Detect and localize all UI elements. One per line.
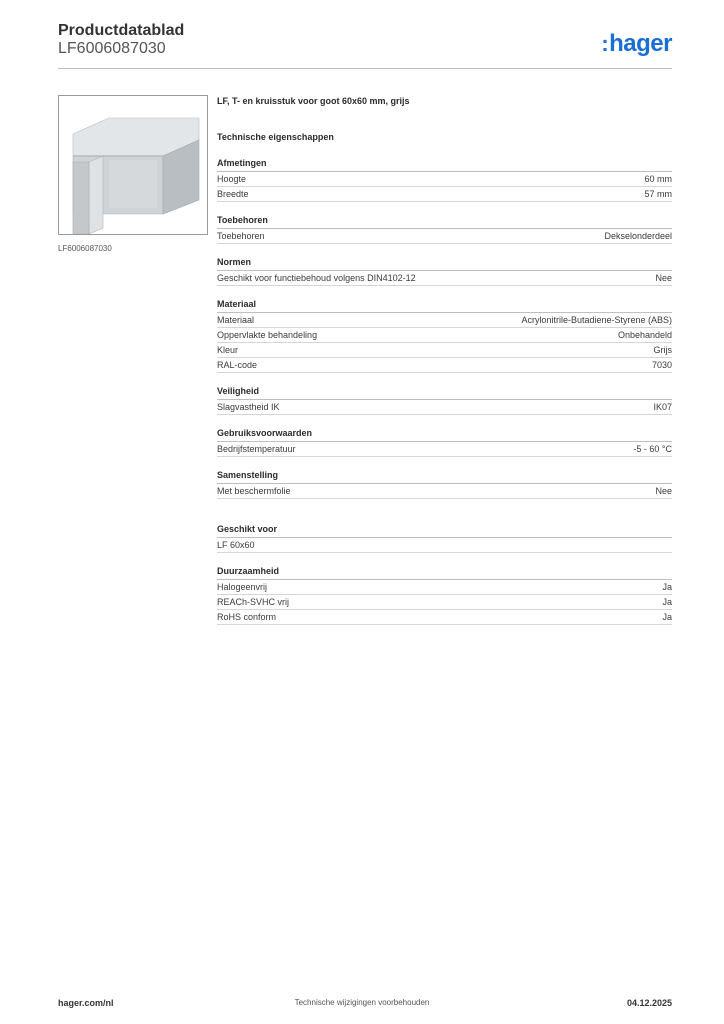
product-image <box>58 95 208 235</box>
group-title: Veiligheid <box>217 386 672 400</box>
spec-value: -5 - 60 °C <box>633 443 672 454</box>
spec-label: RoHS conform <box>217 611 277 622</box>
spec-row <box>217 313 672 328</box>
spec-group <box>217 428 672 457</box>
footer-notice: Technische wijzigingen voorbehouden <box>294 998 430 1007</box>
spec-value: Ja <box>662 581 672 592</box>
spec-group <box>217 566 672 625</box>
spec-group <box>217 215 672 244</box>
spec-row <box>217 172 672 187</box>
spec-value: IK07 <box>653 401 672 412</box>
spec-row <box>217 610 672 625</box>
spec-value: Nee <box>655 485 672 496</box>
spec-value: Ja <box>662 611 672 622</box>
footer-date: 04.12.2025 <box>626 998 672 1008</box>
spec-row <box>217 538 672 553</box>
spec-value: Grijs <box>653 344 672 355</box>
spec-label: LF 60x60 <box>217 539 255 550</box>
spec-group <box>217 524 672 553</box>
spec-value: Dekselonderdeel <box>604 230 672 241</box>
spec-value: 57 mm <box>644 188 672 199</box>
spec-row <box>217 400 672 415</box>
spec-row <box>217 229 672 244</box>
spec-row <box>217 271 672 286</box>
group-title: Normen <box>217 257 672 271</box>
spec-label: RAL-code <box>217 359 258 370</box>
spec-label: Kleur <box>217 344 239 355</box>
spec-group <box>217 386 672 415</box>
spec-row <box>217 580 672 595</box>
spec-label: Breedte <box>217 188 249 199</box>
tech-heading: Technische eigenschappen <box>217 132 334 142</box>
spec-row <box>217 358 672 373</box>
spec-label: REACh-SVHC vrij <box>217 596 290 607</box>
spec-value: 7030 <box>651 359 672 370</box>
spec-label: Slagvastheid IK <box>217 401 280 412</box>
spec-label: Materiaal <box>217 314 255 325</box>
logo-text: hager <box>609 30 672 57</box>
spec-label: Hoogte <box>217 173 247 184</box>
group-title: Duurzaamheid <box>217 566 672 580</box>
spec-value: Nee <box>655 272 672 283</box>
group-title: Geschikt voor <box>217 524 672 538</box>
page-title: Productdatablad <box>58 22 185 39</box>
header-divider <box>58 68 672 69</box>
spec-group <box>217 257 672 286</box>
spec-row <box>217 595 672 610</box>
group-title: Samenstelling <box>217 470 672 484</box>
logo-prefix: : <box>601 31 609 56</box>
group-title: Gebruiksvoorwaarden <box>217 428 672 442</box>
footer-website[interactable]: hager.com/nl <box>58 998 114 1008</box>
image-caption: LF6006087030 <box>58 244 112 253</box>
group-title: Toebehoren <box>217 215 672 229</box>
spec-row <box>217 328 672 343</box>
spec-value: Acrylonitrile-Butadiene-Styrene (ABS) <box>521 314 672 325</box>
spec-value: Ja <box>662 596 672 607</box>
spec-groups <box>217 158 672 625</box>
spec-label: Toebehoren <box>217 230 265 241</box>
group-title: Materiaal <box>217 299 672 313</box>
product-title: LF, T- en kruisstuk voor goot 60x60 mm, grijs <box>217 96 410 106</box>
spec-value: 60 mm <box>644 173 672 184</box>
hager-logo <box>601 30 672 58</box>
specs-panel <box>217 96 672 625</box>
article-number: LF6006087030 <box>58 40 166 57</box>
spec-row <box>217 442 672 457</box>
spec-group <box>217 470 672 499</box>
spec-group <box>217 158 672 202</box>
spec-label: Met beschermfolie <box>217 485 291 496</box>
spec-label: Oppervlakte behandeling <box>217 329 318 340</box>
spec-row <box>217 484 672 499</box>
spec-value: Onbehandeld <box>617 329 672 340</box>
spec-label: Geschikt voor functiebehoud volgens DIN4102-12 <box>217 272 416 283</box>
spec-label: Bedrijfstemperatuur <box>217 443 296 454</box>
group-title: Afmetingen <box>217 158 672 172</box>
spec-group <box>217 299 672 373</box>
spec-label: Halogeenvrij <box>217 581 268 592</box>
spec-row <box>217 187 672 202</box>
spec-row <box>217 343 672 358</box>
